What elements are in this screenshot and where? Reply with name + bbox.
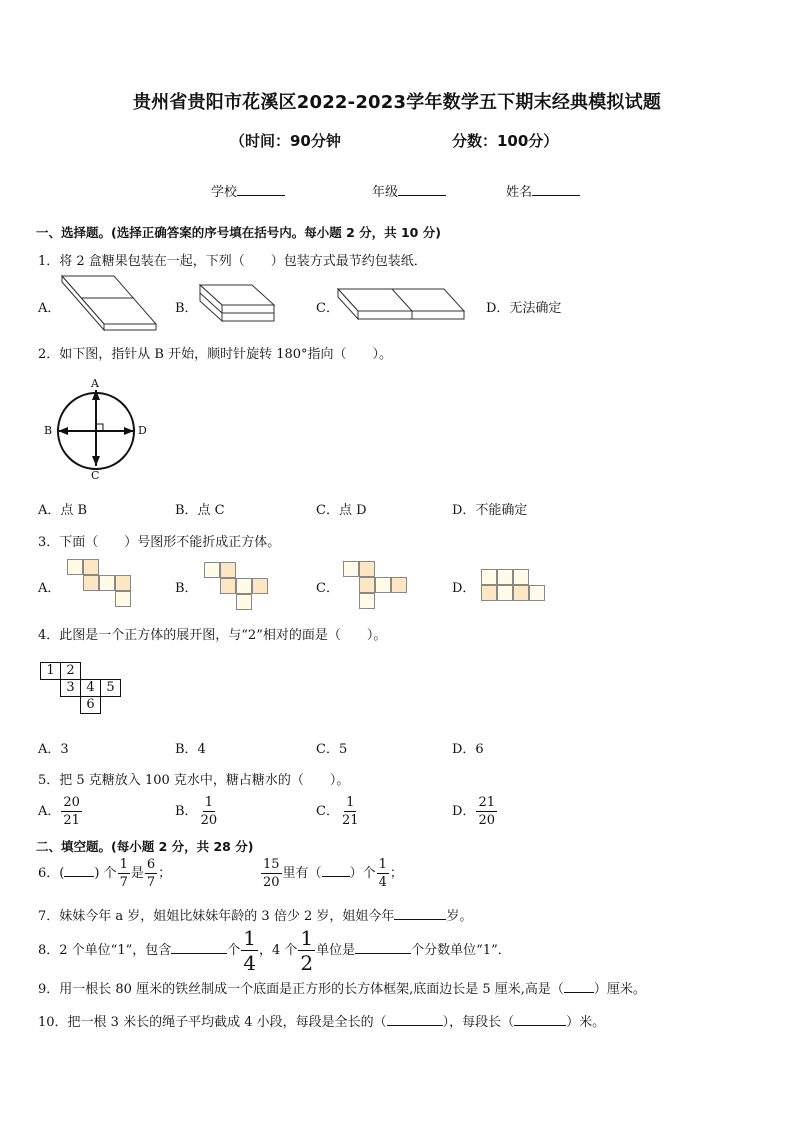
q5-b-fraction: $\frac{1}{20}$ [200, 795, 218, 828]
q4-text: 4．此图是一个正方体的展开图，与“2”相对的面是（ ）。 [38, 628, 387, 643]
q1-option-b[interactable]: B． [175, 301, 198, 316]
q3-option-c[interactable]: C． [316, 581, 339, 596]
q5-d-fraction: $\frac{21}{20}$ [478, 795, 495, 828]
q4-option-a[interactable]: A．3 [38, 742, 69, 757]
school-label: 学校 [211, 185, 238, 200]
q8-blank-1[interactable] [171, 941, 227, 954]
q2-option-b[interactable]: B．点 C [175, 503, 225, 518]
q10-line: 10．把一根 3 米长的绳子平均截成 4 小段，每段是全长的（ ），每段长（ ）米。 [38, 1015, 606, 1030]
name-label: 姓名 [506, 185, 533, 200]
exam-time: （时间：90分钟 [230, 132, 341, 150]
q9-blank[interactable] [564, 980, 594, 993]
q6-fraction-4: $\frac{1}{4}$ [378, 857, 387, 890]
q5-d-label: D． [452, 804, 476, 819]
q3-net-b [204, 562, 268, 610]
q5-option-a[interactable] [38, 796, 83, 827]
grade-blank[interactable] [398, 183, 446, 196]
q8-line: 8．2 个单位“1”，包含 个 $\frac{1}{4}$ ，4 个 $\frac{1}{2}$ 单位是 个分数单位“1”． [38, 926, 511, 975]
name-blank[interactable] [532, 183, 580, 196]
net-face-4: 4 [80, 679, 101, 697]
q4-option-d[interactable]: D．6 [452, 742, 484, 757]
q3-net-a [67, 559, 131, 607]
compass-label-c: C [91, 469, 100, 482]
grade-label: 年级 [372, 185, 399, 200]
q5-option-d[interactable] [452, 796, 498, 827]
section-1-title: 一、选择题。(选择正确答案的序号填在括号内。每小题 2 分，共 10 分) [36, 225, 441, 240]
q7-blank[interactable] [394, 907, 446, 920]
q6-line-2: $\frac{15}{20}$ 里有（ ）个 $\frac{1}{4}$ ； [263, 857, 403, 890]
q5-c-fraction: $\frac{1}{21}$ [341, 795, 359, 828]
q5-b-label: B． [175, 804, 198, 819]
q3-text: 3．下面（ ）号图形不能折成正方体。 [38, 535, 281, 550]
q3-net-d [481, 569, 545, 601]
q6-fraction-1: $\frac{1}{7}$ [119, 857, 128, 890]
q2-option-c[interactable]: C．点 D [316, 503, 367, 518]
school-field [211, 181, 285, 200]
q9-line: 9．用一根长 80 厘米的铁丝制成一个底面是正方形的长方体框架,底面边长是 5 厘米,高是（ ）厘米。 [38, 982, 646, 997]
q1-text: 1．将 2 盒糖果包装在一起，下列（ ）包装方式最节约包装纸． [38, 254, 427, 269]
q3-option-d[interactable]: D． [452, 581, 476, 596]
q3-net-c [343, 561, 407, 609]
q6-fraction-2: $\frac{6}{7}$ [146, 857, 156, 890]
q1-box-c [336, 287, 468, 323]
q8-fraction-1: $\frac{1}{4}$ [243, 926, 256, 975]
q1-box-b [196, 283, 278, 325]
q7-line: 7．妹妹今年 a 岁，姐姐比妹妹年龄的 3 倍少 2 岁，姐姐今年 岁。 [38, 909, 473, 924]
q1-box-a [58, 272, 160, 334]
q1-option-a[interactable]: A． [38, 301, 61, 316]
q1-option-d[interactable]: D．无法确定 [486, 301, 562, 316]
q6-fraction-3: $\frac{15}{20}$ [263, 857, 280, 890]
net-face-5: 5 [100, 679, 121, 697]
page-title: 贵州省贵阳市花溪区2022-2023学年数学五下期末经典模拟试题 [132, 92, 662, 113]
q3-option-b[interactable]: B． [175, 581, 198, 596]
q10-blank-2[interactable] [514, 1013, 566, 1026]
compass-label-b: B [44, 424, 53, 437]
q5-option-c[interactable] [316, 796, 362, 827]
q8-fraction-2: $\frac{1}{2}$ [300, 926, 314, 975]
q1-option-c[interactable]: C． [316, 301, 339, 316]
net-face-2: 2 [60, 662, 81, 680]
q5-a-fraction: $\frac{20}{21}$ [63, 795, 80, 828]
exam-score: 分数：100分） [452, 132, 559, 150]
school-blank[interactable] [237, 183, 285, 196]
compass-label-d: D [138, 424, 147, 437]
q5-a-label: A． [38, 804, 61, 819]
grade-field [372, 181, 446, 200]
q8-blank-2[interactable] [355, 941, 411, 954]
q2-option-a[interactable]: A．点 B [38, 503, 88, 518]
q4-cube-net [40, 662, 124, 716]
net-face-6: 6 [80, 696, 101, 714]
q10-blank-1[interactable] [387, 1013, 443, 1026]
compass-label-a: A [91, 377, 99, 390]
q6-blank-1[interactable] [64, 864, 94, 877]
net-face-1: 1 [40, 662, 61, 680]
q5-text: 5．把 5 克糖放入 100 克水中，糖占糖水的（ ）。 [38, 773, 350, 788]
name-field [506, 181, 580, 200]
section-2-title: 二、填空题。(每小题 2 分，共 28 分) [36, 839, 254, 854]
q4-option-b[interactable]: B．4 [175, 742, 206, 757]
q6-line: 6．( ) 个 $\frac{1}{7}$ 是 $\frac{6}{7}$ ； [38, 857, 172, 890]
net-face-3: 3 [60, 679, 81, 697]
q5-option-b[interactable] [175, 796, 220, 827]
q2-option-d[interactable]: D．不能确定 [452, 503, 528, 518]
q4-option-c[interactable]: C．5 [316, 742, 348, 757]
q5-c-label: C． [316, 804, 339, 819]
q6-blank-2[interactable] [322, 864, 350, 877]
q3-option-a[interactable]: A． [38, 581, 61, 596]
q2-text: 2．如下图，指针从 B 开始，顺时针旋转 180°指向（ ）。 [38, 347, 393, 362]
